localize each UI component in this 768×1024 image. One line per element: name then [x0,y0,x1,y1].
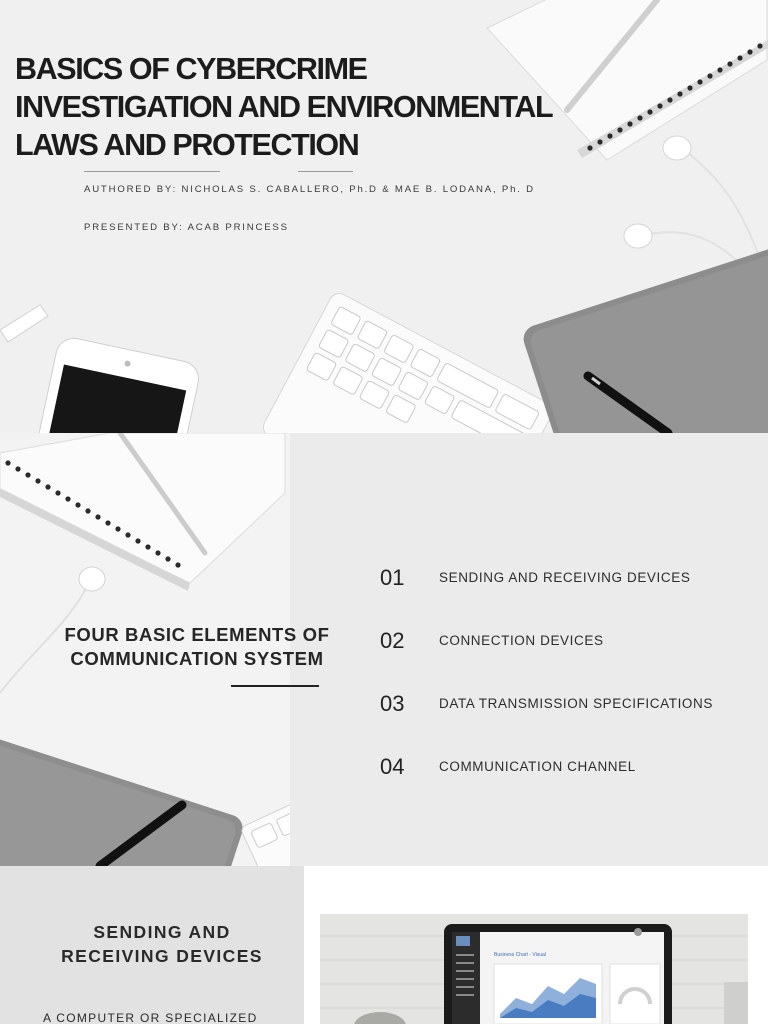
heading-line: RECEIVING DEVICES [61,946,263,966]
app-title: Business Chart - Visual [494,952,546,958]
authored-by-text: AUTHORED BY: NICHOLAS S. CABALLERO, Ph.D & MAE B. LODANA, Ph. D [84,184,535,195]
list-item [380,565,760,628]
item-number: 04 [380,754,405,779]
devices-slide [0,866,768,1024]
item-label: DATA TRANSMISSION SPECIFICATIONS [439,696,713,711]
section-heading [22,920,302,968]
heading-line: SENDING AND [93,922,231,942]
elements-list [380,565,760,817]
title-line: LAWS AND PROTECTION [15,128,359,162]
item-number: 01 [380,565,405,590]
presentation-title [15,50,635,164]
item-label: SENDING AND RECEIVING DEVICES [439,570,691,585]
title-line: INVESTIGATION AND ENVIRONMENTAL [15,90,553,124]
item-number: 03 [380,691,405,716]
avatar-icon [634,928,642,936]
item-label: CONNECTION DEVICES [439,633,604,648]
list-item [380,754,760,817]
title-slide [0,0,768,433]
list-item [380,628,760,691]
section-heading [30,623,364,671]
divider-left [84,171,220,172]
heading-underline [231,685,319,687]
divider-right [298,171,353,172]
heading-line: COMMUNICATION SYSTEM [70,648,324,669]
item-label: COMMUNICATION CHANNEL [439,759,636,774]
laptop-photo [320,914,748,1024]
item-number: 02 [380,628,405,653]
heading-line: FOUR BASIC ELEMENTS OF [64,624,330,645]
list-item [380,691,760,754]
title-line: BASICS OF CYBERCRIME [15,52,367,86]
presented-by-text: PRESENTED BY: ACAB PRINCESS [84,222,289,233]
elements-slide [0,433,768,866]
body-text: A COMPUTER OR SPECIALIZED [43,1011,258,1024]
